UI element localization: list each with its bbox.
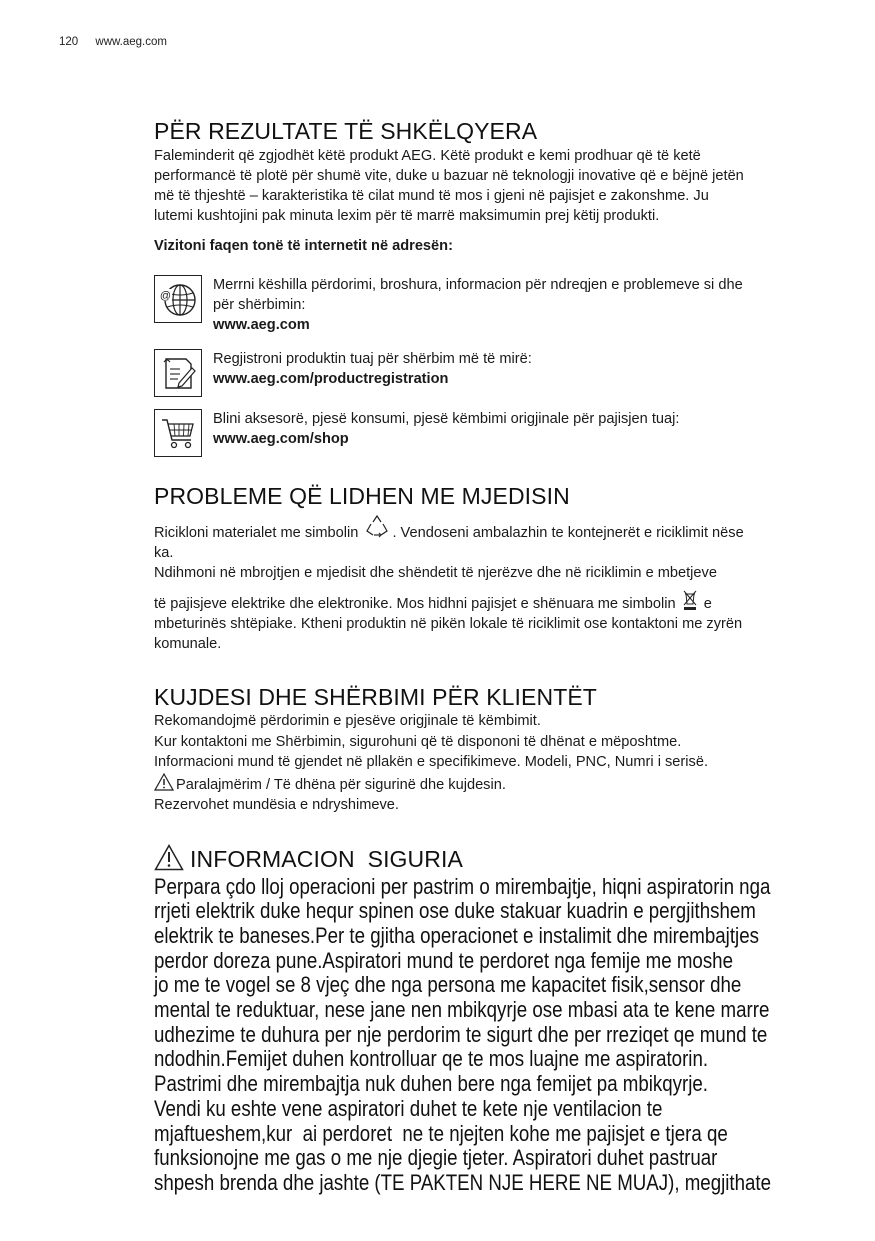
page-content bbox=[154, 118, 834, 1196]
safety-line: rrjeti elektrik duke hequr spinen ose duke stakuar kuadrin e pergjithshem bbox=[154, 898, 756, 924]
section-title-safety: INFORMACION SIGURIA bbox=[190, 845, 463, 872]
recycle-icon bbox=[364, 513, 390, 539]
care-warning-text: Paralajmërim / Të dhëna për sigurinë dhe kujdesin. bbox=[176, 776, 506, 793]
care-line: Rezervohet mundësia e ndryshimeve. bbox=[154, 797, 399, 813]
intro-paragraph bbox=[154, 146, 834, 226]
environment-line: mbeturinës shtëpiake. Ktheni produktin në pikën lokale të riciklimit ose kontaktoni me zyrën bbox=[154, 616, 743, 632]
intro-line: lutemi kushtojini pak minuta lexim për të marrë maksimumin prej këtij produkti. bbox=[154, 208, 660, 224]
registration-icon bbox=[154, 349, 202, 397]
environment-text: Ricikloni materialet me simbolin bbox=[154, 525, 359, 541]
safety-line: Pastrimi dhe mirembajtja nuk duhen bere nga femijet pa mbikqyrje. bbox=[154, 1071, 709, 1097]
safety-line: udhezime te duhura per nje perdorim te sigurt dhe per rreziqet qe mund te bbox=[154, 1021, 768, 1047]
shop-description: Blini aksesorë, pjesë konsumi, pjesë këmbimi origjinale për pajisjen tuaj: bbox=[213, 411, 680, 427]
safety-paragraph bbox=[154, 875, 834, 1196]
safety-line: funksionojne me gas o me nje djegie tjeter. Aspiratori duhet pastruar bbox=[154, 1145, 718, 1171]
weee-bin-icon bbox=[682, 589, 698, 611]
intro-line: performancë të plotë për shumë vite, duke u bazuar në teknologji inovative që e bëjnë jetën bbox=[154, 168, 744, 184]
info-item-shop bbox=[154, 409, 834, 457]
info-item-website bbox=[154, 275, 834, 335]
section-title-customer-care: KUJDESI DHE SHËRBIMI PËR KLIENTËT bbox=[154, 684, 597, 710]
care-line: Informacioni mund të gjendet në pllakën e specifikimeve. Modeli, PNC, Numri i serisë. bbox=[154, 754, 708, 770]
website-description: Merrni këshilla përdorimi, broshura, informacion për ndreqjen e problemeve si dhe bbox=[213, 277, 743, 293]
environment-text: . Vendoseni ambalazhin te kontejnerët e riciklimit nëse bbox=[392, 525, 744, 541]
safety-line: shpesh brenda dhe jashte (TE PAKTEN NJE HERE NE MUAJ), megjithate bbox=[154, 1169, 772, 1195]
safety-line: mjaftueshem,kur ai perdoret ne te njejten kohe me pajisjet e tjera qe bbox=[154, 1120, 728, 1146]
registration-description: Regjistroni produktin tuaj për shërbim më të mirë: bbox=[213, 351, 532, 367]
environment-line: ka. bbox=[154, 545, 174, 561]
safety-line: jo me te vogel se 8 vjeç dhe nga persona me kapacitet fisik,sensor dhe bbox=[154, 972, 742, 998]
website-link[interactable]: www.aeg.com bbox=[213, 317, 310, 333]
header-url[interactable]: www.aeg.com bbox=[95, 36, 167, 48]
care-line: Rekomandojmë përdorimin e pjesëve origjinale të këmbimit. bbox=[154, 713, 541, 729]
safety-line: Vendi ku eshte vene aspiratori duhet te kete nje ventilacion te bbox=[154, 1095, 663, 1121]
care-line: Kur kontaktoni me Shërbimin, sigurohuni që të dispononi të dhënat e mëposhtme. bbox=[154, 733, 682, 750]
safety-line: elektrik te baneses.Per te gjitha operacionet e instalimit dhe mirembajtjes bbox=[154, 922, 759, 948]
globe-icon bbox=[154, 275, 202, 323]
customer-care-paragraph bbox=[154, 711, 834, 816]
warning-icon bbox=[154, 844, 184, 871]
environment-line bbox=[154, 513, 834, 543]
svg-text:@: @ bbox=[159, 290, 172, 302]
info-item-registration bbox=[154, 349, 834, 397]
safety-line: ndodhin.Femijet duhen kontrolluar qe te mos luajne me aspiratorin. bbox=[154, 1046, 709, 1072]
safety-line: Perpara çdo lloj operacioni per pastrim o mirembajtje, hiqni aspiratorin nga bbox=[154, 873, 771, 899]
care-line bbox=[154, 773, 834, 796]
page-header bbox=[59, 36, 167, 48]
cart-icon bbox=[154, 409, 202, 457]
visit-website-label: Vizitoni faqen tonë të internetit në adresën: bbox=[154, 238, 453, 254]
safety-heading bbox=[154, 844, 834, 873]
website-description-cont: për shërbimin: bbox=[213, 297, 306, 313]
environment-paragraph bbox=[154, 513, 834, 654]
environment-line: Ndihmoni në mbrojtjen e mjedisit dhe shëndetit të njerëzve dhe në riciklimin e mbetjeve bbox=[154, 565, 717, 581]
environment-line bbox=[154, 589, 834, 614]
intro-line: më të thjeshtë – karakteristika të cilat mund të mos i gjeni në pajisjet e zakonshme. Ju bbox=[154, 188, 709, 204]
section-title-results: PËR REZULTATE TË SHKËLQYERA bbox=[154, 118, 538, 144]
shop-link[interactable]: www.aeg.com/shop bbox=[213, 431, 349, 447]
environment-text: të pajisjeve elektrike dhe elektronike. Mos hidhni pajisjet e shënuara me simbolin bbox=[154, 596, 676, 612]
safety-line: mental te reduktuar, nese jane nen mbikqyrje ose mbasi ata te kene marre bbox=[154, 997, 770, 1023]
environment-line: komunale. bbox=[154, 636, 222, 652]
registration-link[interactable]: www.aeg.com/productregistration bbox=[213, 371, 449, 387]
intro-line: Faleminderit që zgjodhët këtë produkt AEG. Këtë produkt e kemi prodhuar që të ketë bbox=[154, 148, 701, 164]
warning-icon bbox=[154, 773, 174, 791]
environment-text: e bbox=[703, 596, 712, 612]
section-title-environment: PROBLEME QË LIDHEN ME MJEDISIN bbox=[154, 483, 570, 509]
page-number: 120 bbox=[59, 36, 79, 48]
safety-line: perdor doreza pune.Aspiratori mund te perdoret nga femije me moshe bbox=[154, 947, 733, 973]
